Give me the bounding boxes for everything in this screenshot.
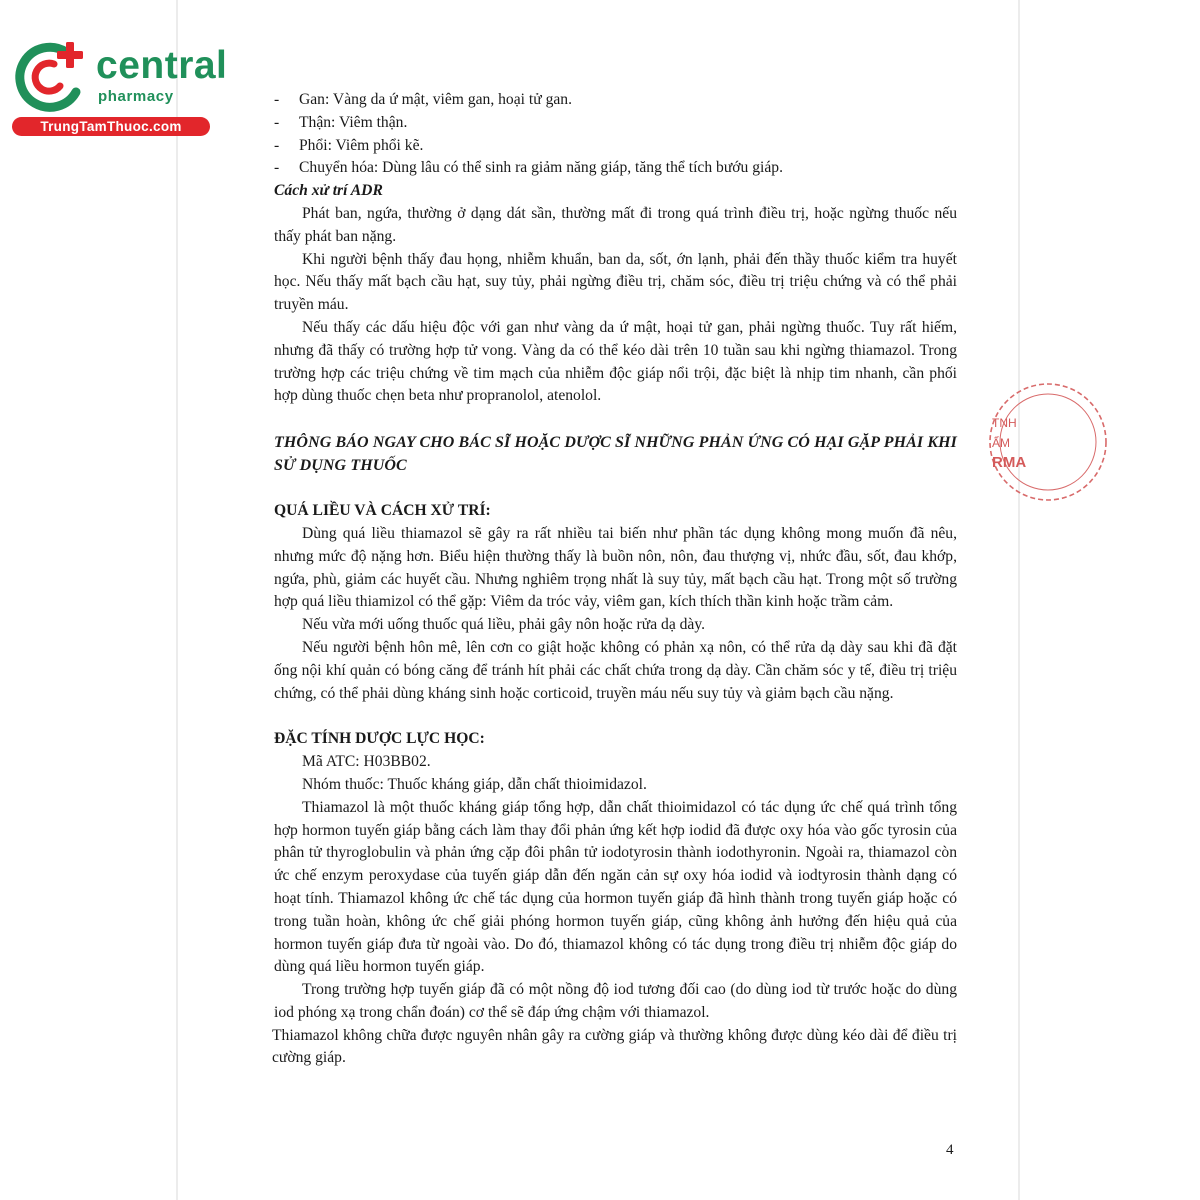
paragraph: Nếu vừa mới uống thuốc quá liều, phải gây nôn hoặc rửa dạ dày. — [302, 616, 706, 634]
stamp-line: RMA — [992, 454, 1027, 471]
central-pharmacy-logo[interactable] — [10, 38, 228, 138]
stamp-line: TNH — [992, 416, 1017, 430]
atc-code: Mã ATC: H03BB02. — [302, 753, 431, 771]
paragraph: Nếu thấy các dấu hiệu độc với gan như vàng da ứ mật, hoại tử gan, phải ngừng thuốc. Tuy rất hiếm, nhưng đã thấy có trường hợp tử vong. Vàng da có thể kéo dài trên 10 tuần sau khi ngừng thiamazol. Trong trường hợp các triệu chứng về tim mạch của nhiễm độc giáp nổi trội, đặc biệt là nhịp tim nhanh, cần phối hợp dùng thuốc chẹn beta như propranolol, atenolol. — [274, 318, 957, 405]
paragraph: Thiamazol là một thuốc kháng giáp tổng hợp, dẫn chất thioimidazol có tác dụng ức chế quá trình tổng hợp hormon tuyến giáp bằng cách làm thay đổi phản ứng kết hợp iodid đã được oxy hóa vào gốc tyrosin của phân tử thyroglobulin và phản ứng cặp đôi phân tử iodotyrosin thành iodothyronin. Ngoài ra, thiamazol còn ức chế enzym peroxydase của tuyến giáp dẫn đến ngăn cản sự oxy hóa iodid và iodtyrosin thành dạng có hoạt tính. Thiamazol không ức chế tác dụng của hormon tuyến giáp đã hình thành trong tuyến giáp hoặc có trong tuần hoàn, không ức chế giải phóng hormon tuyến giáp, cũng không ảnh hưởng đến hiệu quả của hormon tuyến giáp đưa từ ngoài vào. Do đó, thiamazol không có tác dụng trong điều trị nhiễm độc giáp do dùng quá liều hormon tuyến giáp. — [274, 798, 957, 976]
logo-brand: central — [96, 44, 228, 87]
paragraph: Khi người bệnh thấy đau họng, nhiễm khuẩn, ban da, sốt, ớn lạnh, phải đến thầy thuốc kiểm tra huyết học. Nếu thấy mất bạch cầu hạt, suy tủy, phải ngừng điều trị, chăm sóc, điều trị triệu chứng và có thể phải truyền máu. — [274, 250, 957, 314]
warning-notice: THÔNG BÁO NGAY CHO BÁC SĨ HOẶC DƯỢC SĨ NHỮNG PHẢN ỨNG CÓ HẠI GẶP PHẢI KHI SỬ DỤNG THUỐC — [274, 434, 957, 475]
adr-heading: Cách xử trí ADR — [274, 182, 383, 200]
logo-url-link[interactable]: TrungTamThuoc.com — [12, 117, 210, 136]
paragraph: Dùng quá liều thiamazol sẽ gây ra rất nhiều tai biến như phần tác dụng không mong muốn đã nêu, nhưng mức độ nặng hơn. Biểu hiện thường thấy là buồn nôn, nôn, đau thượng vị, nhức đầu, sốt, đau khớp, ngứa, phù, giảm các huyết cầu. Nhưng nghiêm trọng nhất là suy tủy, mất bạch cầu hạt. Trong một số trường hợp quá liều thiamizol có thể gặp: Viêm da tróc vảy, viêm gan, kích thích thần kinh hoặc trầm cảm. — [274, 524, 957, 611]
pharmacy-cross-icon — [10, 38, 90, 118]
page-edge-right — [1018, 0, 1020, 1200]
stamp-line: ẨM — [992, 436, 1010, 450]
paragraph: Phát ban, ngứa, thường ở dạng dát sần, thường mất đi trong quá trình điều trị, hoặc ngừng thuốc nếu thấy phát ban nặng. — [274, 204, 957, 245]
red-stamp — [986, 372, 1027, 522]
paragraph: Thiamazol không chữa được nguyên nhân gây ra cường giáp và thường không được dùng kéo dài để điều trị cường giáp. — [272, 1026, 957, 1067]
drug-group: Nhóm thuốc: Thuốc kháng giáp, dẫn chất thioimidazol. — [302, 775, 647, 793]
list-item: - Phổi: Viêm phổi kẽ. — [274, 136, 424, 154]
paragraph: Nếu người bệnh hôn mê, lên cơn co giật hoặc không có phản xạ nôn, có thể rửa dạ dày sau khi đã đặt ống nội khí quản có bóng căng để tránh hít phải các chất chứa trong dạ dày. Cần chăm sóc y tế, điều trị triệu chứng, có thể phải dùng kháng sinh hoặc corticoid, truyền máu nếu suy tủy và giảm bạch cầu nặng. — [274, 638, 957, 702]
document-body — [274, 89, 957, 1070]
page-edge-left — [176, 0, 178, 1200]
logo-subtitle: pharmacy — [98, 88, 174, 105]
list-item: - Chuyển hóa: Dùng lâu có thể sinh ra giảm năng giáp, tăng thể tích bướu giáp. — [274, 159, 783, 177]
pharmacodynamics-heading: ĐẶC TÍNH DƯỢC LỰC HỌC: — [274, 730, 485, 748]
list-item: - Thận: Viêm thận. — [274, 113, 408, 131]
list-item: - Gan: Vàng da ứ mật, viêm gan, hoại tử gan. — [274, 91, 572, 108]
overdose-heading: QUÁ LIỀU VÀ CÁCH XỬ TRÍ: — [274, 502, 491, 520]
page-number: 4 — [946, 1142, 954, 1158]
paragraph: Trong trường hợp tuyến giáp đã có một nồng độ iod tương đối cao (do dùng iod từ trước hoặc do dùng iod phóng xạ trong chẩn đoán) cơ thể sẽ đáp ứng chậm với thiamazol. — [274, 981, 957, 1021]
